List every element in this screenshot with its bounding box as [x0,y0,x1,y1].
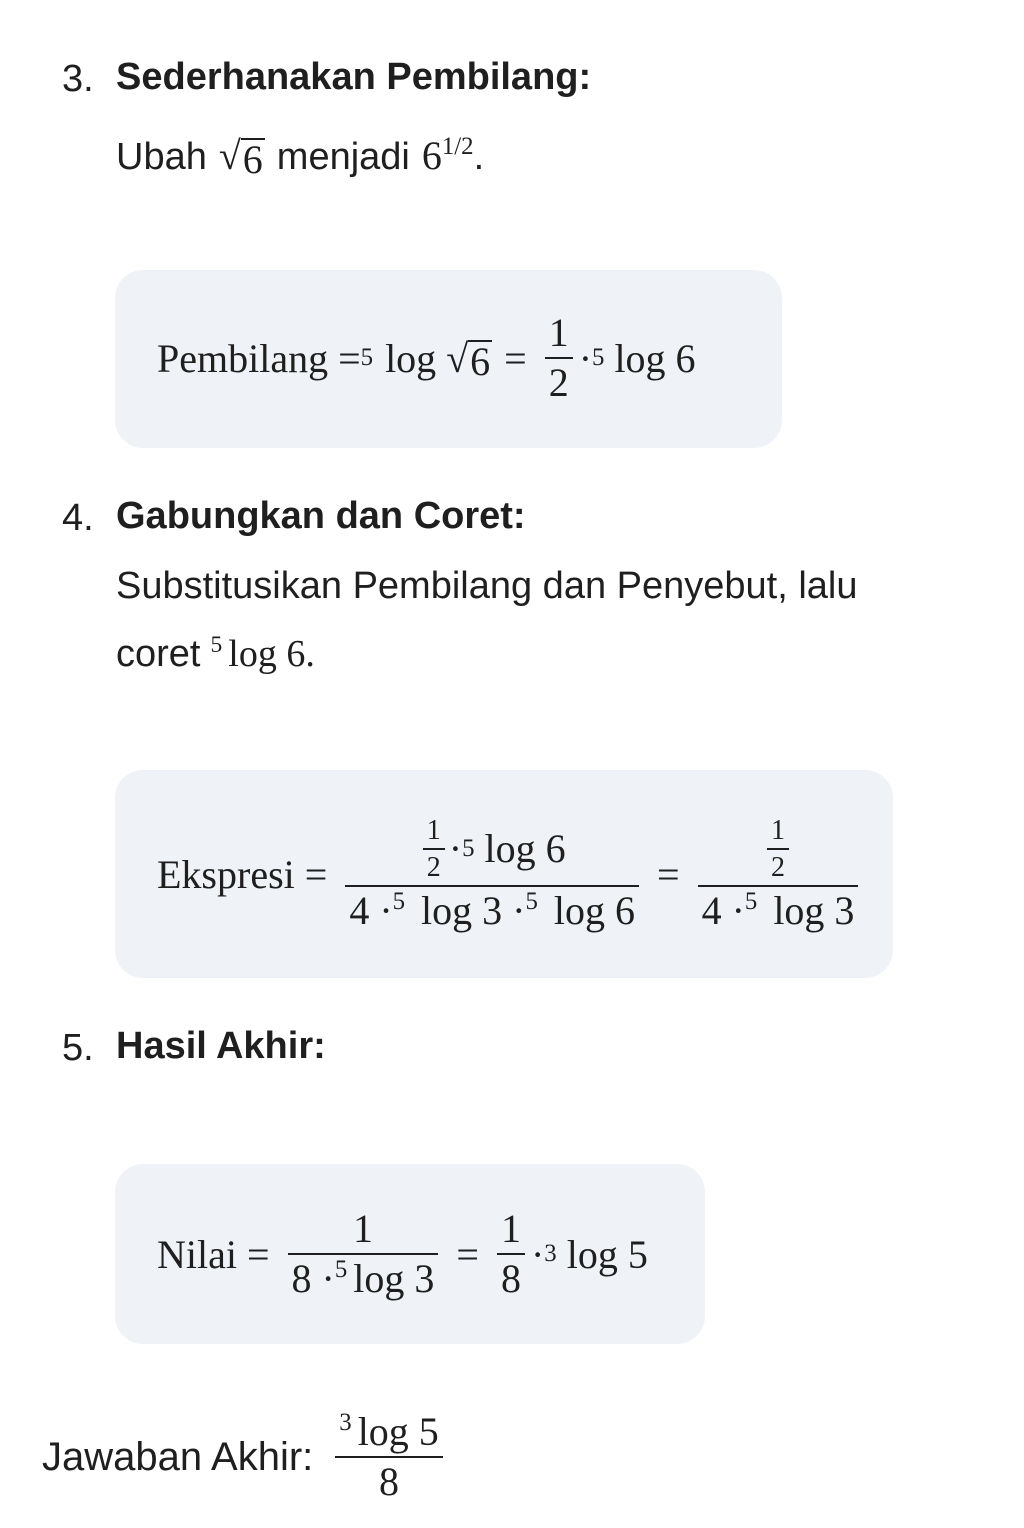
step-description-line-2: coret $^5$ log 6. [116,631,315,675]
fraction: $\frac{1}{8 \cdot^5 \log 3}$ [288,1208,439,1300]
final-answer: Jawaban Akhir: $\frac{^3 \log 5}{8}$ [42,1402,449,1512]
equation: Pembilang = 5 log √ 6 = $\frac{1}{2}$ · 5 log 6 [157,310,696,405]
step-title: Sederhanakan Pembilang: [116,56,592,98]
sqrt-expression: √ 6 [218,133,263,182]
math-block [115,1164,705,1344]
equation: Nilai = $\frac{1}{8 \cdot^5 \log 3}$ = $\frac{1}{8}$ · 3 log 5 [157,1206,648,1301]
math-block [115,270,782,448]
step-title: Gabungkan dan Coret: [116,495,526,537]
fraction: $\frac{1}{2}$ · 5 log 6 4 ·$^5$ log 3 ·$^5$ log 6 [345,816,639,932]
step-number: 3. [62,58,94,100]
equation: Ekspresi = $\frac{1}{2}$ · 5 log 6 4 ·$^5$ log 3 ·$^5$ log 6 = $\frac{\frac{1}{2}}{4 \cdot^5 \log 3}$ [157,806,864,942]
step-description-line-1: Substitusikan Pembilang dan Penyebut, lalu [116,565,858,607]
fraction: $\frac{1}{8}$ [497,1208,525,1300]
step-title: Hasil Akhir: [116,1025,326,1067]
text: menjadi [276,136,410,178]
sqrt-expression: √ 6 [446,335,491,384]
text: Ubah [116,136,207,178]
fraction: $\frac{1}{2}$ [545,312,573,404]
fraction: $\frac{\frac{1}{2}}{4 \cdot^5 \log 3}$ [698,816,859,932]
step-description: Ubah √ 6 menjadi $6^{1/2}$ . [116,133,485,182]
power-expression: $6^{1/2}$ [421,133,474,178]
fraction: $\frac{^3 \log 5}{8}$ [335,1411,443,1503]
step-number: 5. [62,1027,94,1069]
step-number: 4. [62,497,94,539]
math-block [115,770,893,978]
